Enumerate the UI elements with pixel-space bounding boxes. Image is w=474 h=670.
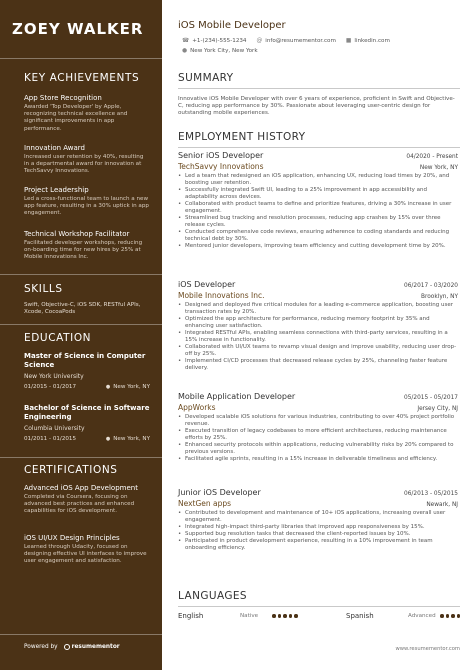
certification-text: Completed via Coursera, focusing on advanced best practices and enhanced capabilities for iOS development. [24,494,135,515]
language-rating [272,614,298,618]
education-dates: 01/2015 - 01/2017 [24,384,77,390]
company-name: AppWorks [178,403,216,412]
education-item [24,404,150,442]
job-bullet: • Collaborated with UI/UX teams to revamp visual design and improve usability, reducing user drop-off by 25%. [178,344,458,358]
job-bullet: • Contributed to development and maintenance of 10+ iOS applications, increasing overall user engagement. [178,510,458,524]
company-name: TechSavvy Innovations [178,162,264,171]
job-bullet: • Mentored junior developers, improving team efficiency and cutting development time by 20%. [178,243,458,250]
certification-item [24,534,150,566]
summary-heading: SUMMARY [178,72,234,84]
rating-dot-icon [451,614,455,618]
summary-text: Innovative iOS Mobile Developer with over 6 years of experience, proficient in Swift and Objective-C, reducing app performance by 30%. Passionate about leveraging user-centric design for outstanding mobile experiences. [178,96,455,117]
job-bullets [178,510,458,552]
brand-logo[interactable] [64,644,120,650]
linkedin-icon: ■ [345,38,352,44]
sidebar [0,0,162,670]
job-title: Mobile Application Developer [178,392,296,401]
degree-title: Bachelor of Science in Software Engineering [24,404,150,421]
language-name: Spanish [346,612,374,620]
skills-list [24,301,150,316]
rating-dot-icon [283,614,287,618]
rating-dot-icon [289,614,293,618]
section-rule [178,606,460,607]
job-bullet: • Successfully integrated Swift UI, leading to a 25% improvement in app accessibility and adaptability across devices. [178,187,458,201]
education-location-text: New York, NY [113,436,150,442]
job-bullet: • Conducted comprehensive code reviews, ensuring adherence to coding standards and reducing technical debt by 30%. [178,229,458,243]
job-bullet: • Streamlined bug tracking and resolution processes, reducing app crashes by 15% over three release cycles. [178,215,458,229]
job-dates: 05/2015 - 05/2017 [404,395,458,401]
phone-icon: ☎ [182,38,190,44]
language-level: Advanced [408,613,436,619]
education-heading: EDUCATION [24,332,92,344]
rating-dot-icon [440,614,444,618]
job-bullet: • Facilitated agile sprints, resulting in a 15% increase in deliverable timeliness and efficiency. [178,456,458,463]
achievement-text: Facilitated developer workshops, reducing on-boarding time for new hires by 25% at Mobile Innovations Inc. [24,240,143,261]
sidebar-divider [0,274,162,275]
brand-logo-icon [64,644,70,650]
job-dates: 04/2020 - Present [406,154,458,160]
achievement-text: Increased user retention by 40%, resulting in a departmental award for innovation at TechSavvy Innovations. [24,154,144,175]
achievement-title: Project Leadership [24,186,89,194]
sidebar-divider [0,324,162,325]
achievement-text: Awarded 'Top Developer' by Apple, recognizing technical excellence and significant improvements in app performance. [24,104,128,132]
job-title: iOS Developer [178,280,236,289]
skills-text: Swift, Objective-C, iOS SDK, RESTful APIs, Xcode, CocoaPods [24,302,141,316]
school-name: Columbia University [24,425,85,432]
job-location: Jersey City, NJ [417,406,458,412]
languages-list [178,612,460,620]
powered-by [24,644,120,650]
job-bullet: • Implemented CI/CD processes that decreased release cycles by 25%, channeling faster feature delivery. [178,358,458,372]
candidate-name: ZOEY WALKER [12,20,144,38]
job-entry [178,488,458,552]
job-bullet: • Supported bug resolution tasks that decreased the client-reported issues by 10%. [178,531,458,538]
job-title: Junior iOS Developer [178,488,261,497]
rating-dot-icon [457,614,461,618]
job-location: New York, NY [419,165,458,171]
rating-dot-icon [446,614,450,618]
email-icon: @ [256,38,263,44]
achievements-heading: KEY ACHIEVEMENTS [24,72,140,84]
language-item [178,612,298,620]
job-bullets [178,414,458,463]
main-content [162,0,474,670]
email-contact[interactable] [257,38,336,44]
section-rule [178,147,460,148]
brand-name: resumementor [71,644,120,650]
job-bullet: • Participated in product development experience, resulting in a 10% improvement in team onboarding efficiency. [178,538,458,552]
job-entry [178,280,458,372]
employment-heading: EMPLOYMENT HISTORY [178,131,306,143]
achievement-item [24,186,150,218]
email-text: info@resumementor.com [265,38,336,44]
skills-heading: SKILLS [24,283,63,295]
job-bullets [178,302,458,372]
location-pin-icon: ● [105,436,111,442]
achievement-title: Technical Workshop Facilitator [24,230,130,238]
job-bullet: • Developed scalable iOS solutions for various industries, contributing to over 40% project portfolio revenue. [178,414,458,428]
rating-dot-icon [278,614,282,618]
certification-item [24,484,150,516]
phone-contact[interactable] [182,38,247,44]
certifications-heading: CERTIFICATIONS [24,464,118,476]
education-item [24,352,150,390]
location-pin-icon: ● [182,48,188,54]
job-title: Senior iOS Developer [178,151,264,160]
achievement-item [24,144,150,176]
job-bullet: • Enhanced security protocols within applications, reducing vulnerability risks by 20% compared to previous versions. [178,442,458,456]
rating-dot-icon [272,614,276,618]
education-meta [24,384,150,390]
phone-text: +1-(234)-555-1234 [192,38,247,44]
location-text: New York City, New York [190,48,258,54]
job-bullet: • Integrated high-impact third-party libraries that improved app responsiveness by 15%. [178,524,458,531]
achievement-item [24,94,150,133]
sidebar-divider [0,58,162,59]
language-level: Native [240,613,259,619]
language-name: English [178,612,204,620]
job-location: Newark, NJ [426,502,458,508]
section-rule [178,88,460,89]
job-bullet: • Optimized the app architecture for performance, reducing memory footprint by 35% and enhancing user satisfaction. [178,316,458,330]
job-dates: 06/2013 - 05/2015 [404,491,458,497]
job-bullets [178,173,458,250]
job-bullet: • Collaborated with product teams to define and prioritize features, driving a 30% increase in user engagement. [178,201,458,215]
job-bullet: • Designed and deployed five critical modules for a leading e-commerce application, boosting user transaction rates by 20%. [178,302,458,316]
languages-heading: LANGUAGES [178,590,247,602]
language-rating [440,614,460,618]
job-dates: 06/2017 - 03/2020 [404,283,458,289]
degree-title: Master of Science in Computer Science [24,352,146,369]
rating-dot-icon [294,614,298,618]
education-location-text: New York, NY [113,384,150,390]
job-bullet: • Integrated RESTful APIs, enabling seamless connections with third-party services, resulting in a 15% increase in functionality. [178,330,458,344]
achievement-text: Led a cross-functional team to launch a new app feature, resulting in a 30% uptick in app engagement. [24,196,149,217]
language-item [346,612,460,620]
achievement-title: App Store Recognition [24,94,102,102]
linkedin-contact[interactable] [346,38,390,44]
achievement-title: Innovation Award [24,144,86,152]
education-location [106,436,150,442]
job-bullet: • Executed transition of legacy codebases to more efficient architectures, reducing maintenance efforts by 25%. [178,428,458,442]
job-entry [178,151,458,250]
powered-by-label: Powered by [24,644,58,650]
education-dates: 01/2011 - 01/2015 [24,436,77,442]
education-location [106,384,150,390]
sidebar-divider [0,634,162,635]
job-entry [178,392,458,463]
contact-info [182,38,462,58]
certification-title: iOS UI/UX Design Principles [24,534,120,542]
job-bullet: • Led a team that redesigned an iOS application, enhancing UX, reducing load times by 20%, and boosting user retention. [178,173,458,187]
certification-title: Advanced iOS App Development [24,484,138,492]
school-name: New York University [24,373,84,380]
location-pin-icon: ● [105,384,111,390]
education-meta [24,436,150,442]
linkedin-text: linkedin.com [354,38,390,44]
company-name: NextGen apps [178,499,232,508]
job-role: iOS Mobile Developer [178,20,286,31]
certification-text: Learned through Udacity, focused on designing effective UI interfaces to improve user engagement and satisfaction. [24,544,147,565]
sidebar-divider [0,457,162,458]
job-location: Brooklyn, NY [421,294,458,300]
company-name: Mobile Innovations Inc. [178,291,265,300]
footer-url[interactable]: www.resumementor.com [395,646,460,652]
location-contact [182,48,258,54]
achievement-item [24,230,150,262]
